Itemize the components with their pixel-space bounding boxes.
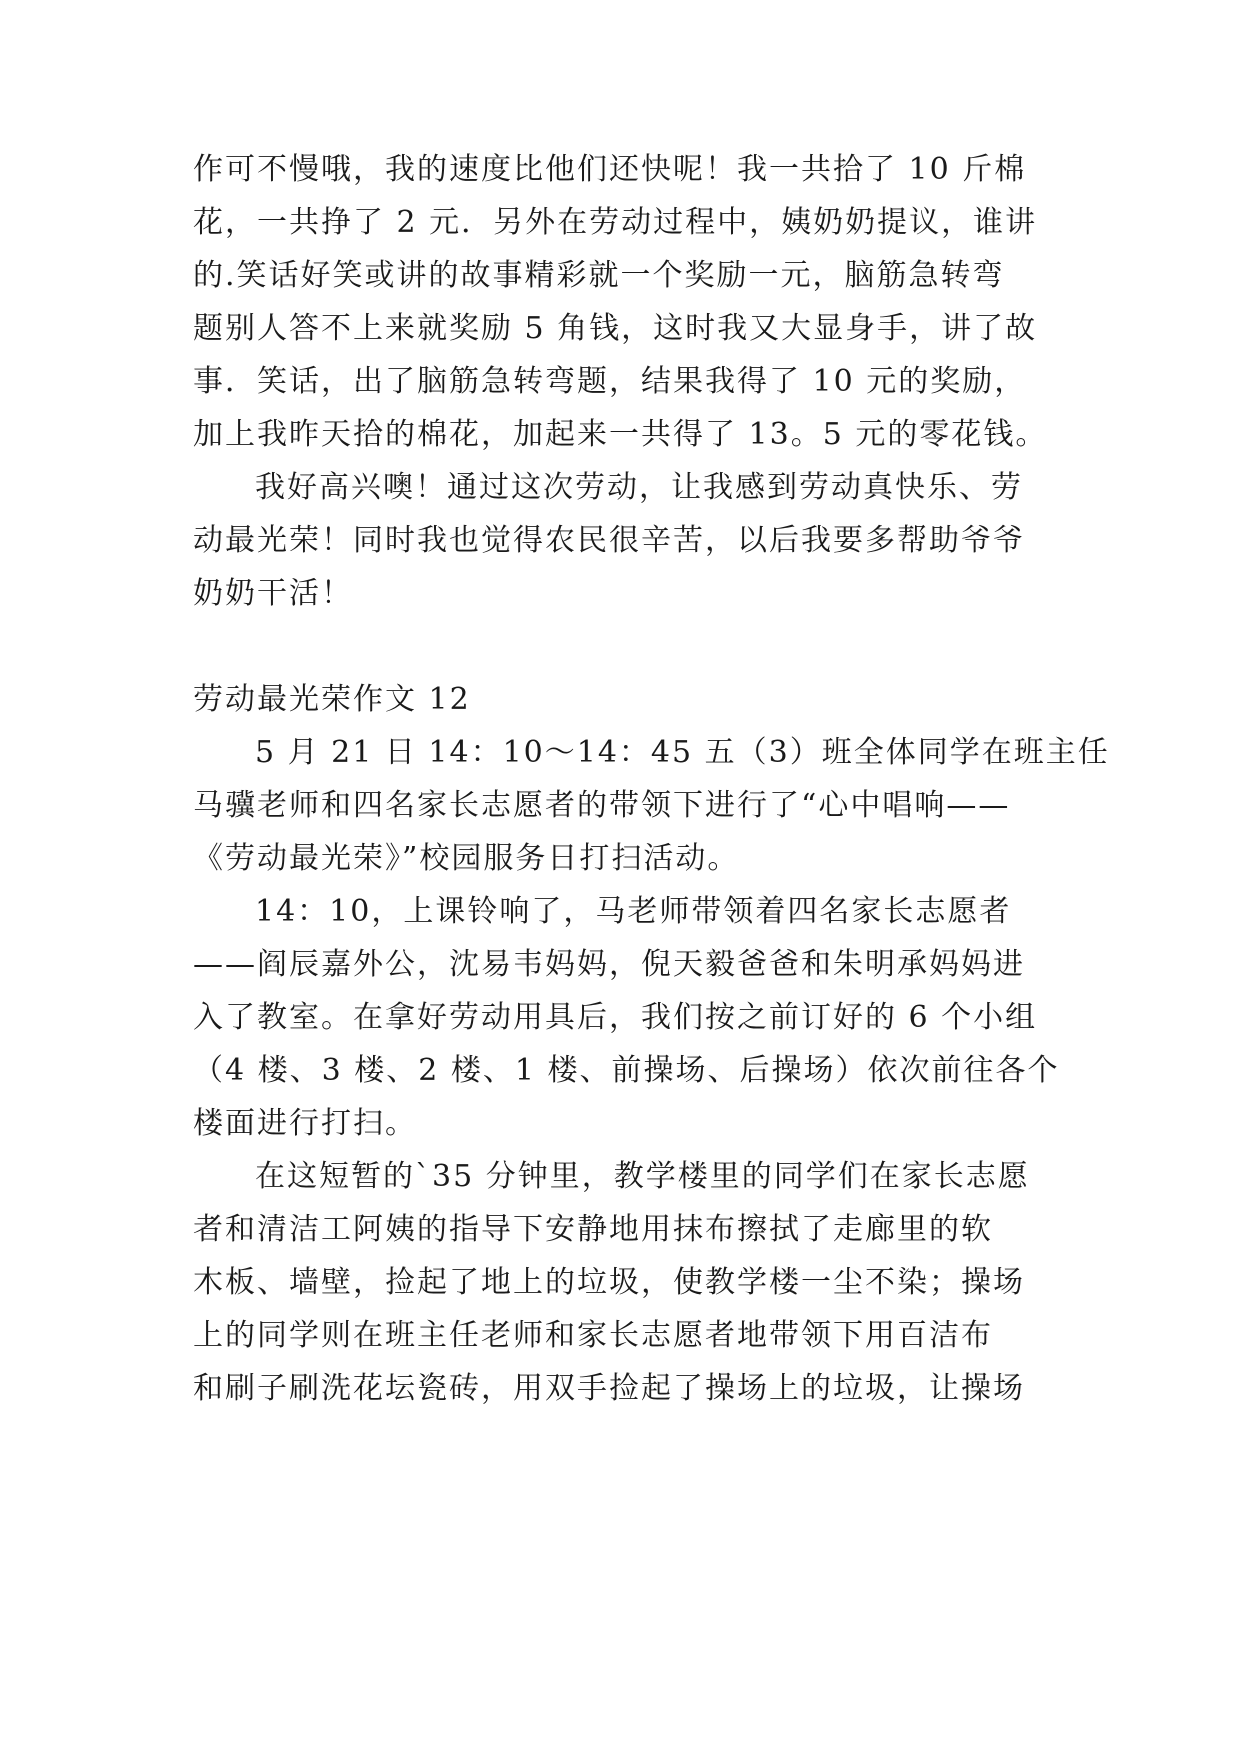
paragraph-4-line-5: 楼面进行打扫。 xyxy=(193,1106,417,1141)
paragraph-4-line-1: 14：10，上课铃响了，马老师带领着四名家长志愿者 xyxy=(255,894,1012,929)
paragraph-5-line-2: 者和清洁工阿姨的指导下安静地用抹布擦拭了走廊里的软 xyxy=(193,1212,993,1247)
paragraph-1-line-4: 题别人答不上来就奖励 5 角钱，这时我又大显身手，讲了故 xyxy=(193,311,1038,346)
section-title: 劳动最光荣作文 12 xyxy=(193,682,471,717)
paragraph-2-line-2: 动最光荣！同时我也觉得农民很辛苦，以后我要多帮助爷爷 xyxy=(193,523,1025,558)
paragraph-1-line-1: 作可不慢哦，我的速度比他们还快呢！我一共拾了 10 斤棉 xyxy=(193,152,1027,187)
paragraph-3-line-2: 马骥老师和四名家长志愿者的带领下进行了“心中唱响—— xyxy=(193,788,1011,823)
paragraph-1-line-2: 花，一共挣了 2 元．另外在劳动过程中，姨奶奶提议，谁讲 xyxy=(193,205,1038,240)
paragraph-4-line-2: ——阎辰嘉外公，沈易韦妈妈，倪天毅爸爸和朱明承妈妈进 xyxy=(193,947,1025,982)
paragraph-2-line-1: 我好高兴噢！通过这次劳动，让我感到劳动真快乐、劳 xyxy=(255,470,1023,505)
paragraph-5-line-3: 木板、墙壁，捡起了地上的垃圾，使教学楼一尘不染；操场 xyxy=(193,1265,1025,1300)
paragraph-3-line-1: 5 月 21 日 14：10～14：45 五（3）班全体同学在班主任 xyxy=(255,735,1110,770)
paragraph-3-line-3: 《劳动最光荣》”校园服务日打扫活动。 xyxy=(193,841,740,876)
paragraph-1-line-6: 加上我昨天拾的棉花，加起来一共得了 13。5 元的零花钱。 xyxy=(193,417,1048,452)
paragraph-5-line-1: 在这短暂的`35 分钟里，教学楼里的同学们在家长志愿 xyxy=(255,1159,1030,1194)
paragraph-2-line-3: 奶奶干活！ xyxy=(193,576,353,611)
paragraph-5-line-5: 和刷子刷洗花坛瓷砖，用双手捡起了操场上的垃圾，让操场 xyxy=(193,1371,1025,1406)
paragraph-4-line-3: 入了教室。在拿好劳动用具后，我们按之前订好的 6 个小组 xyxy=(193,1000,1038,1035)
paragraph-1-line-3: 的.笑话好笑或讲的故事精彩就一个奖励一元，脑筋急转弯 xyxy=(193,258,1005,293)
paragraph-5-line-4: 上的同学则在班主任老师和家长志愿者地带领下用百洁布 xyxy=(193,1318,993,1353)
paragraph-1-line-5: 事．笑话，出了脑筋急转弯题，结果我得了 10 元的奖励， xyxy=(193,364,1027,399)
paragraph-4-line-4: （4 楼、3 楼、2 楼、1 楼、前操场、后操场）依次前往各个 xyxy=(193,1053,1060,1088)
